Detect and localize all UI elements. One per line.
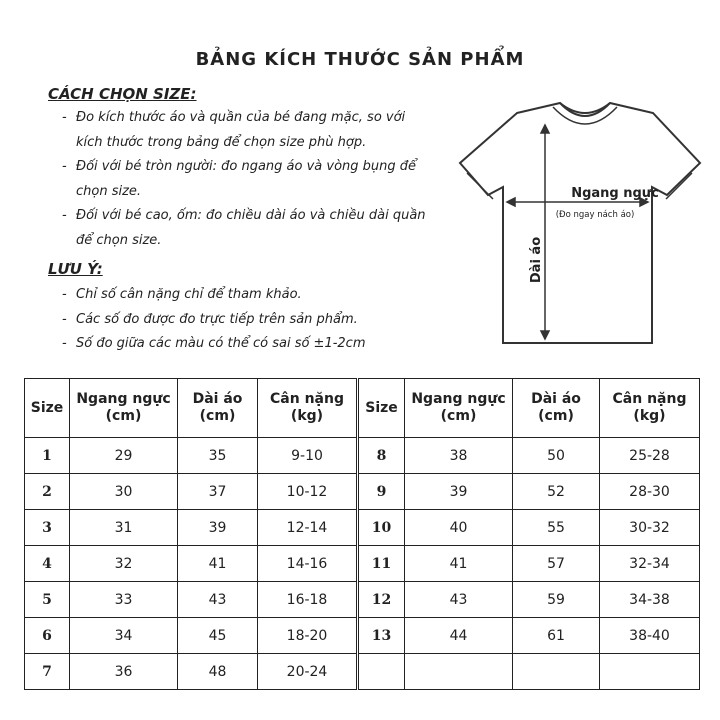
table-cell: 34-38	[600, 582, 700, 618]
column-header: Ngang ngực (cm)	[405, 379, 513, 438]
table-cell: 9-10	[258, 438, 358, 474]
page-title: BẢNG KÍCH THƯỚC SẢN PHẨM	[195, 49, 525, 70]
table-cell: 10-12	[258, 474, 358, 510]
notes-list	[50, 283, 450, 357]
table-cell: 18-20	[258, 618, 358, 654]
table-cell: 25-28	[600, 438, 700, 474]
how-to-item: - Đo kích thước áo và quần của bé đang mặc, so với kích thước trong bảng để chọn size phù hợp.	[50, 106, 430, 155]
table-header-row	[25, 379, 700, 438]
table-row	[25, 438, 700, 474]
table-row	[25, 510, 700, 546]
how-to-list	[50, 106, 430, 253]
column-header: Dài áo (cm)	[178, 379, 258, 438]
table-cell: 44	[405, 618, 513, 654]
table-cell: 32-34	[600, 546, 700, 582]
tshirt-measure-diagram	[455, 95, 715, 350]
chest-note: (Đo ngay nách áo)	[555, 210, 635, 220]
table-cell: 20-24	[258, 654, 358, 690]
column-header: Ngang ngực (cm)	[70, 379, 178, 438]
table-cell: 59	[513, 582, 600, 618]
table-cell: 10	[358, 510, 405, 546]
table-cell: 43	[178, 582, 258, 618]
table-cell: 52	[513, 474, 600, 510]
table-cell: 1	[25, 438, 70, 474]
table-cell: 11	[358, 546, 405, 582]
table-cell: 33	[70, 582, 178, 618]
table-row	[25, 654, 700, 690]
table-cell: 12-14	[258, 510, 358, 546]
table-cell: 5	[25, 582, 70, 618]
note-item: - Các số đo được đo trực tiếp trên sản phẩm.	[50, 308, 450, 333]
length-label: Dài áo	[529, 236, 544, 284]
notes-heading: LƯU Ý:	[48, 260, 103, 278]
table-cell: 9	[358, 474, 405, 510]
table-cell: 38	[405, 438, 513, 474]
table-cell: 39	[405, 474, 513, 510]
tshirt-outline-icon	[460, 103, 700, 343]
table-cell: 3	[25, 510, 70, 546]
chest-label: Ngang ngực	[571, 186, 659, 201]
table-cell: 14-16	[258, 546, 358, 582]
table-cell	[513, 654, 600, 690]
table-cell	[600, 654, 700, 690]
table-cell: 6	[25, 618, 70, 654]
column-header: Size	[358, 379, 405, 438]
note-item: - Chỉ số cân nặng chỉ để tham khảo.	[50, 283, 450, 308]
column-header: Dài áo (cm)	[513, 379, 600, 438]
table-cell: 7	[25, 654, 70, 690]
table-cell: 13	[358, 618, 405, 654]
how-to-item: - Đối với bé tròn người: đo ngang áo và vòng bụng để chọn size.	[50, 155, 430, 204]
table-row	[25, 618, 700, 654]
table-cell: 28-30	[600, 474, 700, 510]
table-cell: 41	[405, 546, 513, 582]
how-to-heading: CÁCH CHỌN SIZE:	[48, 85, 197, 103]
table-cell: 50	[513, 438, 600, 474]
table-row	[25, 546, 700, 582]
table-cell: 41	[178, 546, 258, 582]
table-cell: 35	[178, 438, 258, 474]
table-cell: 37	[178, 474, 258, 510]
column-header: Size	[25, 379, 70, 438]
table-cell: 8	[358, 438, 405, 474]
table-cell: 31	[70, 510, 178, 546]
table-cell: 2	[25, 474, 70, 510]
table-cell: 16-18	[258, 582, 358, 618]
table-cell: 43	[405, 582, 513, 618]
table-cell	[358, 654, 405, 690]
table-cell: 36	[70, 654, 178, 690]
table-cell: 40	[405, 510, 513, 546]
table-cell: 29	[70, 438, 178, 474]
table-cell	[405, 654, 513, 690]
table-cell: 34	[70, 618, 178, 654]
table-cell: 12	[358, 582, 405, 618]
table-cell: 57	[513, 546, 600, 582]
table-cell: 32	[70, 546, 178, 582]
table-cell: 38-40	[600, 618, 700, 654]
table-cell: 30-32	[600, 510, 700, 546]
table-cell: 45	[178, 618, 258, 654]
table-cell: 39	[178, 510, 258, 546]
length-arrow-icon	[541, 125, 549, 339]
table-cell: 48	[178, 654, 258, 690]
table-cell: 30	[70, 474, 178, 510]
column-header: Cân nặng (kg)	[258, 379, 358, 438]
table-cell: 4	[25, 546, 70, 582]
table-row	[25, 582, 700, 618]
column-header: Cân nặng (kg)	[600, 379, 700, 438]
how-to-item: - Đối với bé cao, ốm: đo chiều dài áo và chiều dài quần để chọn size.	[50, 204, 430, 253]
table-cell: 61	[513, 618, 600, 654]
note-item: - Số đo giữa các màu có thể có sai số ±1-2cm	[50, 332, 450, 357]
size-table	[24, 378, 700, 690]
table-row	[25, 474, 700, 510]
table-cell: 55	[513, 510, 600, 546]
